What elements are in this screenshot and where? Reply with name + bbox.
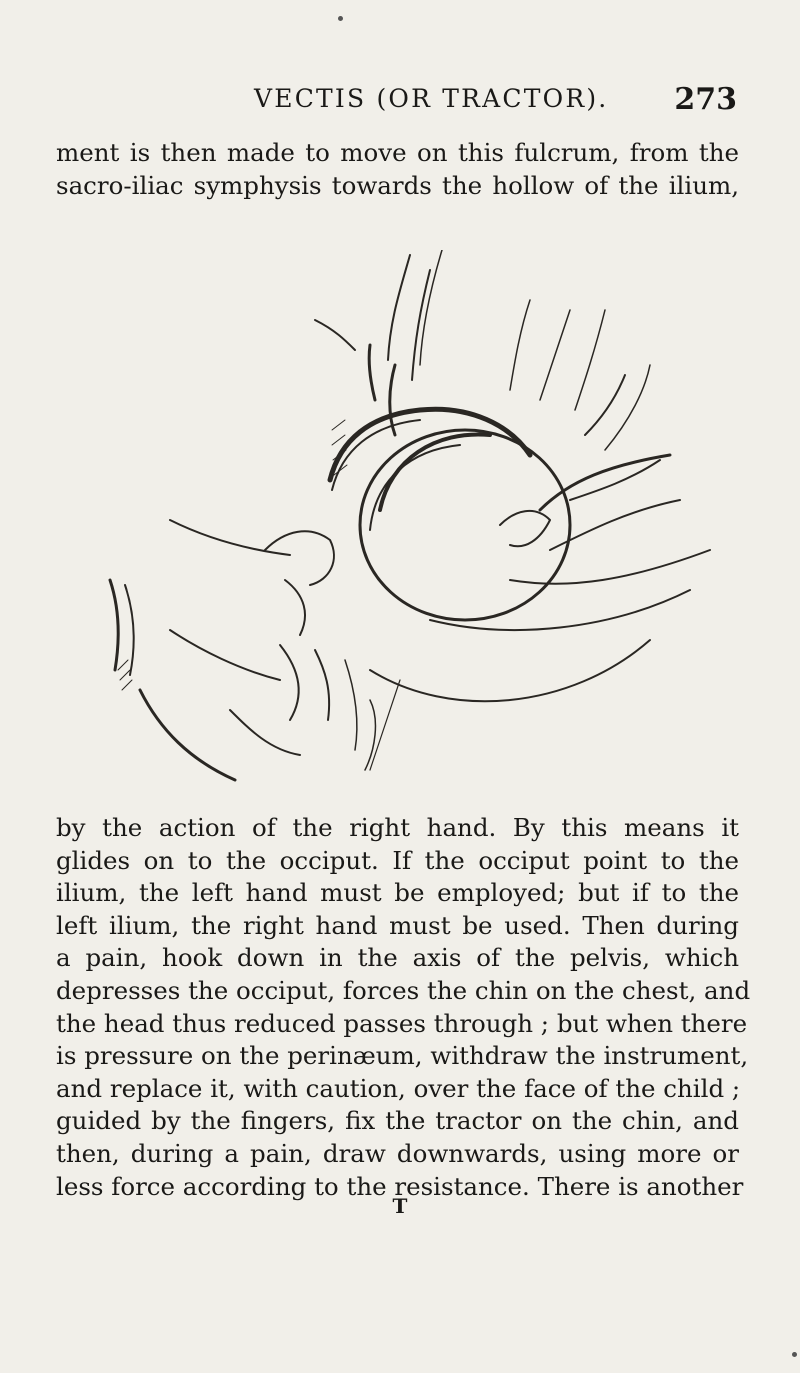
signature-mark: T	[392, 1194, 408, 1218]
text-line: the head thus reduced passes through ; but when there	[56, 1008, 748, 1038]
text-line: then, during a pain, draw downwards, using more or	[56, 1138, 739, 1168]
obstetric-illustration-icon	[70, 250, 730, 805]
running-head	[0, 82, 800, 122]
edge-dot-mark	[792, 1352, 797, 1357]
paragraph-top	[56, 137, 739, 202]
text-line: depresses the occiput, forces the chin on the chest, and	[56, 975, 751, 1005]
paragraph-bottom	[56, 812, 751, 1203]
text-line: by the action of the right hand. By this means it	[56, 813, 739, 842]
edge-dot-mark	[338, 16, 343, 21]
text-line: ilium, the left hand must be employed; but if to the	[56, 878, 739, 908]
text-line: a pain, hook down in the axis of the pelvis, which	[56, 943, 739, 973]
text-line: is pressure on the perinæum, withdraw the instrument,	[56, 1041, 749, 1071]
text-line: less force according to the resistance. There is another	[56, 1171, 744, 1201]
text-line: glides on to the occiput. If the occiput point to the	[56, 845, 739, 875]
text-line: ment is then made to move on this fulcrum, from the	[56, 138, 739, 167]
text-line: guided by the fingers, fix the tractor on the chin, and	[56, 1106, 739, 1136]
text-line: sacro-iliac symphysis towards the hollow of the ilium,	[56, 170, 739, 200]
running-title: VECTIS (OR TRACTOR).	[254, 84, 609, 113]
text-line: and replace it, with caution, over the face of the child ;	[56, 1073, 741, 1103]
page-number: 273	[674, 82, 737, 117]
text-line: left ilium, the right hand must be used. Then during	[56, 910, 739, 940]
